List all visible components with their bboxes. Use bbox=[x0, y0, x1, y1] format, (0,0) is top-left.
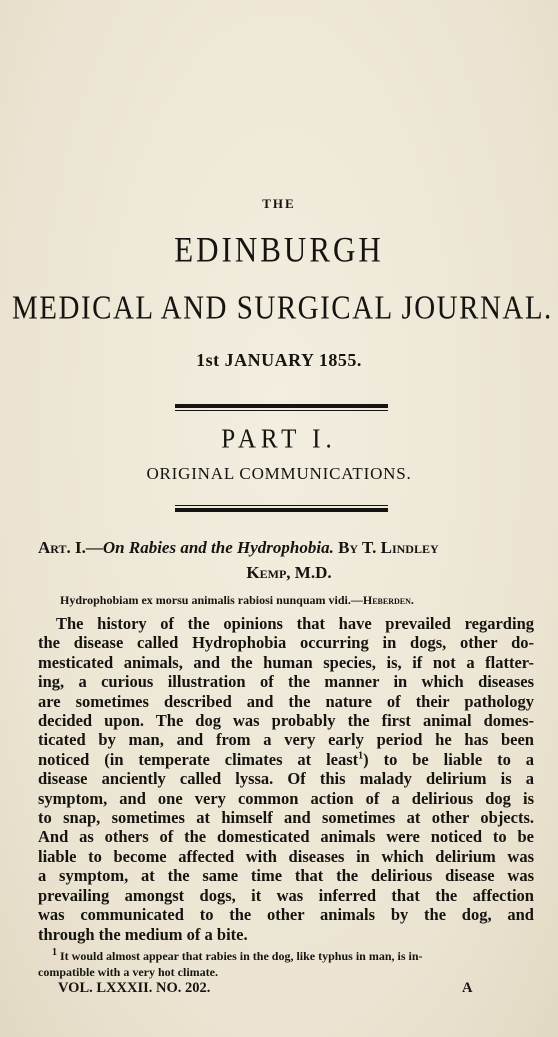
footnote-reference: 1 bbox=[358, 750, 364, 762]
body-line: are sometimes described and the nature of their pathology bbox=[38, 691, 534, 711]
body-line: ticated by man, and from a very early period he has been bbox=[38, 730, 534, 750]
body-line: decided upon. The dog was probably the first animal domes- bbox=[38, 711, 534, 731]
footnote-line: compatible with a very hot climate. bbox=[38, 965, 218, 979]
footnote bbox=[38, 945, 534, 980]
body-line: the disease called Hydrophobia occurring in dogs, other do- bbox=[38, 633, 534, 653]
footnote-number: 1 bbox=[52, 947, 57, 958]
body-line: symptom, and one very common action of a delirious dog is bbox=[38, 788, 534, 808]
journal-title-line1: EDINBURGH bbox=[174, 229, 384, 270]
article-number: Art. I.— bbox=[38, 538, 103, 557]
footnote-line bbox=[38, 945, 534, 964]
top-rule-thin bbox=[175, 410, 388, 411]
top-rule-thick bbox=[175, 404, 388, 408]
body-line: was communicated to the other animals by the dog, and bbox=[38, 905, 534, 925]
article-byline-start: By T. Lindley bbox=[333, 538, 439, 557]
article-title: On Rabies and the Hydrophobia. bbox=[102, 538, 334, 557]
bottom-rule-thin bbox=[175, 505, 388, 506]
epigraph bbox=[60, 593, 414, 608]
bottom-rule-thick bbox=[175, 508, 388, 512]
section-subtitle: ORIGINAL COMMUNICATIONS. bbox=[146, 464, 412, 483]
body-line: prevailing amongst dogs, it was inferred that the affection bbox=[38, 885, 534, 905]
signature-mark: A bbox=[462, 980, 473, 996]
volume-number: VOL. LXXXII. NO. 202. bbox=[58, 980, 211, 996]
body-line-with-footnote bbox=[38, 750, 534, 769]
body-line: And as others of the domesticated animals were noticed to be bbox=[38, 827, 534, 847]
article-heading bbox=[38, 538, 538, 558]
body-line-part: noticed (in temperate climates at least bbox=[38, 749, 359, 769]
epigraph-text: Hydrophobiam ex morsu animalis rabiosi nunquam vidi.— bbox=[60, 593, 363, 607]
body-line: The history of the opinions that have prevailed regarding bbox=[56, 614, 534, 633]
header-the: THE bbox=[262, 196, 296, 211]
epigraph-author: Heberden. bbox=[362, 593, 414, 607]
body-line: disease anciently called lyssa. Of this malady delirium is a bbox=[38, 769, 534, 789]
article-byline-end: Kemp, M.D. bbox=[246, 563, 332, 582]
body-line: mesticated animals, and the human species, is, if not a flatter- bbox=[38, 652, 534, 672]
page-footer bbox=[58, 980, 478, 997]
body-line: ing, a curious illustration of the manner in which diseases bbox=[38, 672, 534, 692]
body-line: liable to become affected with diseases in which delirium was bbox=[38, 846, 534, 866]
part-heading: PART I. bbox=[221, 424, 337, 455]
body-line: to snap, sometimes at himself and sometimes at other objects. bbox=[38, 808, 534, 828]
footnote-text: It would almost appear that rabies in the dog, like typhus in man, is in- bbox=[57, 949, 423, 963]
body-line: through the medium of a bite. bbox=[38, 924, 248, 944]
body-line: a symptom, at the same time that the delirious disease was bbox=[38, 866, 534, 886]
issue-date: 1st JANUARY 1855. bbox=[196, 350, 362, 370]
journal-title-line2: MEDICAL AND SURGICAL JOURNAL. bbox=[12, 289, 553, 327]
body-line-part: ) to be liable to a bbox=[363, 749, 534, 769]
article-body bbox=[38, 614, 534, 944]
